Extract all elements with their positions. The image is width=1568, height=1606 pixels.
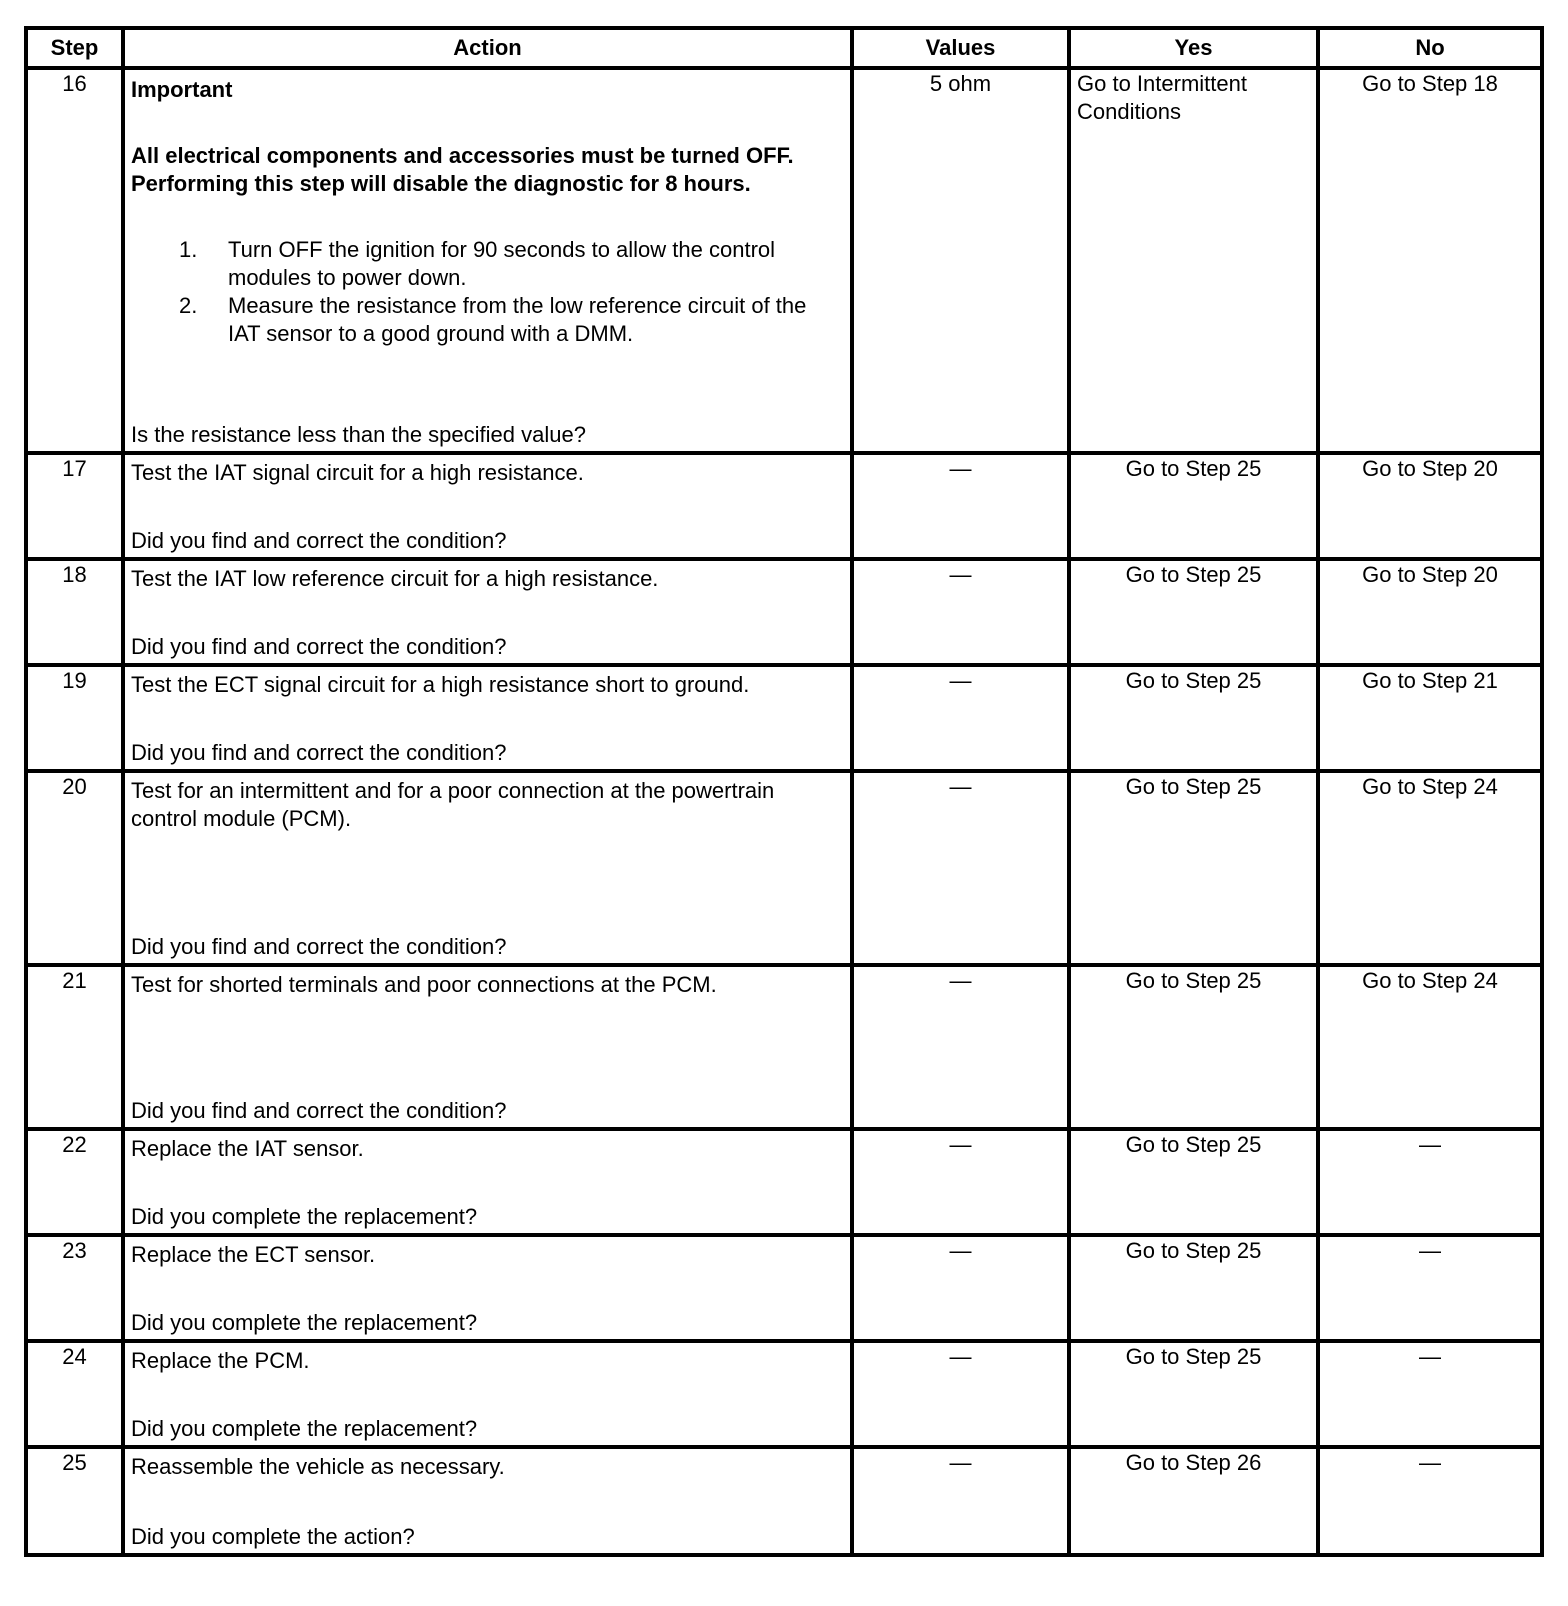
action-cell (123, 665, 852, 771)
no-cell: — (1318, 1447, 1542, 1555)
action-text: Replace the IAT sensor. (131, 1136, 364, 1161)
action-question: Did you find and correct the condition? (131, 528, 507, 553)
value-cell: 5 ohm (852, 68, 1069, 453)
header-action: Action (123, 28, 852, 68)
yes-cell: Go to Step 25 (1069, 453, 1318, 559)
header-step: Step (26, 28, 123, 68)
value-cell: — (852, 1129, 1069, 1235)
table-row (26, 1447, 1542, 1555)
action-question: Did you complete the replacement? (131, 1416, 478, 1441)
value-cell: — (852, 665, 1069, 771)
action-question: Did you find and correct the condition? (131, 740, 507, 765)
substep-number: 2. (179, 293, 198, 318)
yes-cell: Go to Intermittent Conditions (1069, 68, 1318, 453)
action-question: Is the resistance less than the specified value? (131, 422, 586, 447)
substep-item (131, 292, 844, 348)
header-values: Values (852, 28, 1069, 68)
action-text: Test the ECT signal circuit for a high resistance short to ground. (131, 672, 750, 697)
yes-cell: Go to Step 25 (1069, 559, 1318, 665)
action-text: Test the IAT low reference circuit for a high resistance. (131, 566, 659, 591)
no-cell: Go to Step 20 (1318, 453, 1542, 559)
no-cell: — (1318, 1129, 1542, 1235)
table-row (26, 68, 1542, 453)
action-text: Reassemble the vehicle as necessary. (131, 1454, 505, 1479)
action-question: Did you complete the replacement? (131, 1310, 478, 1335)
step-number: 22 (26, 1129, 123, 1235)
table-row (26, 965, 1542, 1129)
no-cell: Go to Step 18 (1318, 68, 1542, 453)
action-question: Did you complete the action? (131, 1524, 415, 1549)
table-row (26, 665, 1542, 771)
no-cell: Go to Step 20 (1318, 559, 1542, 665)
table-row (26, 1341, 1542, 1447)
diagnostic-table (24, 26, 1544, 1557)
no-cell: — (1318, 1341, 1542, 1447)
action-cell (123, 965, 852, 1129)
value-cell: — (852, 771, 1069, 965)
action-question: Did you find and correct the condition? (131, 634, 507, 659)
value-cell: — (852, 965, 1069, 1129)
step-number: 24 (26, 1341, 123, 1447)
action-cell (123, 1341, 852, 1447)
value-cell: — (852, 453, 1069, 559)
action-text: Replace the ECT sensor. (131, 1242, 376, 1267)
important-text: All electrical components and accessories must be turned OFF. Performing this step will disable the diagnostic for 8 hours. (131, 143, 794, 196)
substep-text: Measure the resistance from the low reference circuit of the IAT sensor to a good ground with a DMM. (228, 293, 807, 346)
action-text: Test for an intermittent and for a poor connection at the powertrain control module (PCM). (131, 778, 775, 831)
table-row (26, 453, 1542, 559)
action-cell (123, 559, 852, 665)
step-number: 17 (26, 453, 123, 559)
step-number: 16 (26, 68, 123, 453)
value-cell: — (852, 1447, 1069, 1555)
substep-list (131, 236, 844, 348)
header-no: No (1318, 28, 1542, 68)
substep-text: Turn OFF the ignition for 90 seconds to allow the control modules to power down. (228, 237, 776, 290)
action-text: Test the IAT signal circuit for a high resistance. (131, 460, 584, 485)
action-cell (123, 453, 852, 559)
table-row (26, 771, 1542, 965)
value-cell: — (852, 1235, 1069, 1341)
action-cell (123, 68, 852, 453)
value-cell: — (852, 1341, 1069, 1447)
yes-cell: Go to Step 26 (1069, 1447, 1318, 1555)
action-question: Did you complete the replacement? (131, 1204, 478, 1229)
yes-cell: Go to Step 25 (1069, 665, 1318, 771)
yes-cell: Go to Step 25 (1069, 1129, 1318, 1235)
action-text: Replace the PCM. (131, 1348, 310, 1373)
step-number: 19 (26, 665, 123, 771)
step-number: 23 (26, 1235, 123, 1341)
action-question: Did you find and correct the condition? (131, 1098, 507, 1123)
action-cell (123, 1235, 852, 1341)
value-cell: — (852, 559, 1069, 665)
yes-cell: Go to Step 25 (1069, 1341, 1318, 1447)
substep-number: 1. (179, 237, 198, 262)
yes-cell: Go to Step 25 (1069, 1235, 1318, 1341)
header-row (26, 28, 1542, 68)
yes-cell: Go to Step 25 (1069, 965, 1318, 1129)
step-number: 25 (26, 1447, 123, 1555)
step-number: 20 (26, 771, 123, 965)
action-question: Did you find and correct the condition? (131, 934, 507, 959)
table-row (26, 1235, 1542, 1341)
important-label: Important (131, 77, 233, 102)
no-cell: Go to Step 24 (1318, 965, 1542, 1129)
no-cell: — (1318, 1235, 1542, 1341)
step-number: 21 (26, 965, 123, 1129)
no-cell: Go to Step 21 (1318, 665, 1542, 771)
table-row (26, 1129, 1542, 1235)
action-text: Test for shorted terminals and poor connections at the PCM. (131, 972, 717, 997)
yes-cell: Go to Step 25 (1069, 771, 1318, 965)
no-cell: Go to Step 24 (1318, 771, 1542, 965)
action-cell (123, 771, 852, 965)
action-cell (123, 1447, 852, 1555)
action-cell (123, 1129, 852, 1235)
table-row (26, 559, 1542, 665)
header-yes: Yes (1069, 28, 1318, 68)
substep-item (131, 236, 844, 292)
step-number: 18 (26, 559, 123, 665)
